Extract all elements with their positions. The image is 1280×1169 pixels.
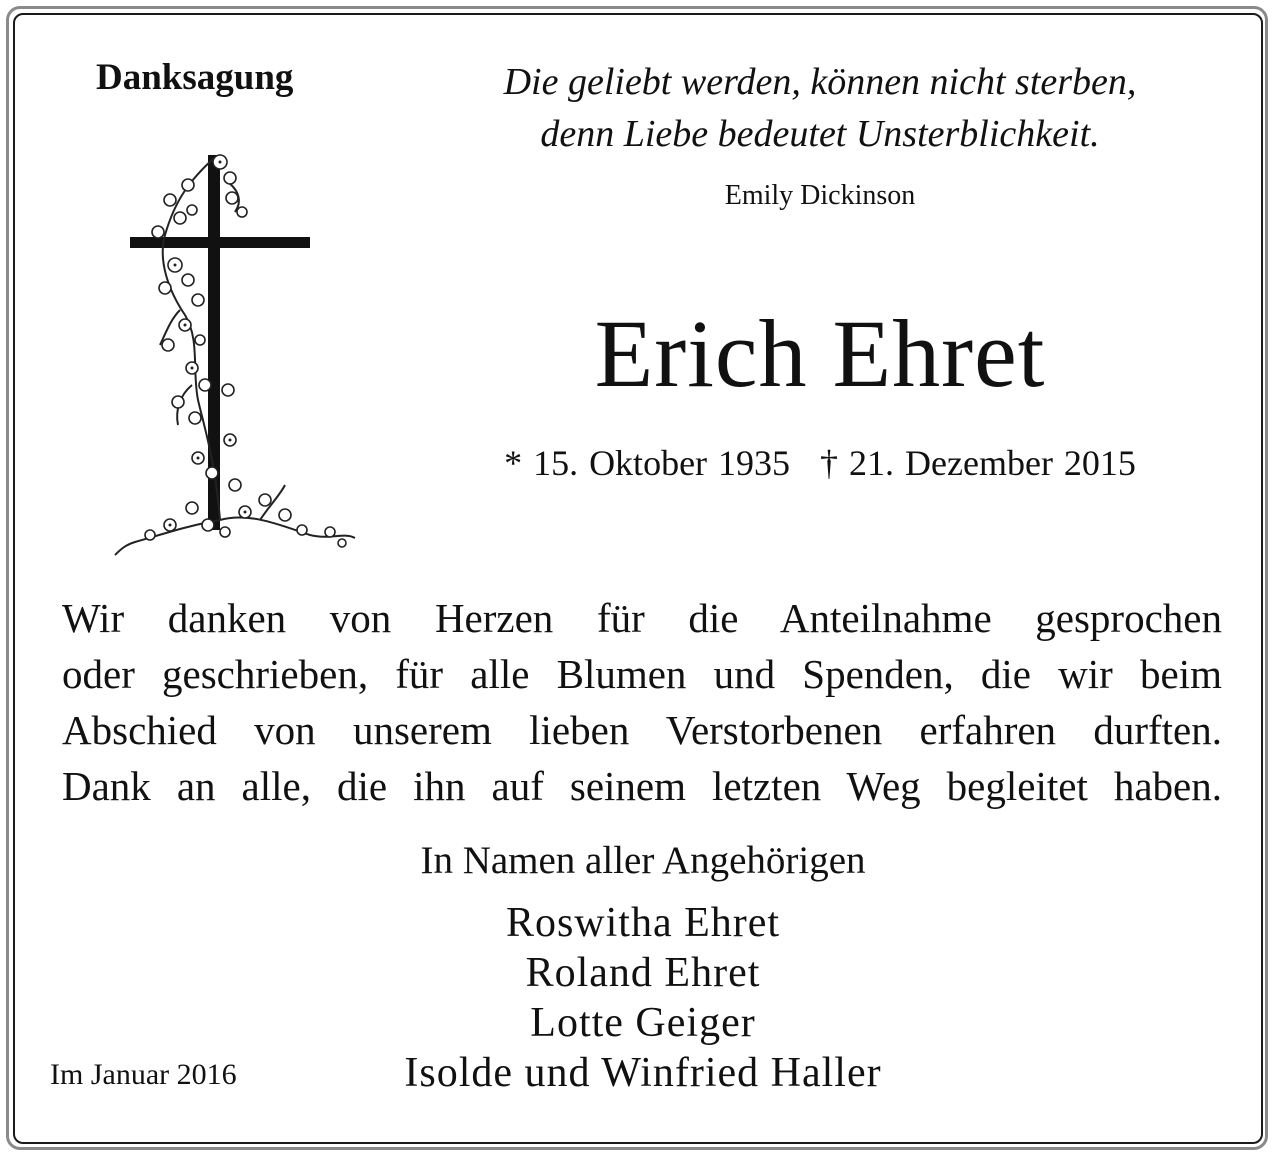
signer-name: Roswitha Ehret xyxy=(505,900,781,946)
thanks-line: Wir danken von Herzen für die Anteilnahme gesprochen xyxy=(62,595,1222,641)
deceased-name: Erich Ehret xyxy=(594,300,1046,407)
thanks-line: oder geschrieben, für alle Blumen und Spenden, die wir beim xyxy=(62,651,1222,697)
quote-line-2: denn Liebe bedeutet Unsterblichkeit. xyxy=(540,113,1100,155)
thanks-line: Dank an alle, die ihn auf seinem letzten Weg begleitet haben. xyxy=(62,763,1222,809)
quote-line-1: Die geliebt werden, können nicht sterben, xyxy=(503,61,1137,103)
signer-name: Isolde und Winfried Haller xyxy=(404,1050,882,1096)
thanks-line: Abschied von unserem lieben Verstorbenen erfahren durften. xyxy=(62,707,1222,753)
thanks-text xyxy=(62,590,1222,814)
quote-author: Emily Dickinson xyxy=(724,180,916,211)
closing-line: In Namen aller Angehörigen xyxy=(420,839,866,882)
cross-with-blossom-branch-icon xyxy=(80,140,370,565)
signer-name: Roland Ehret xyxy=(525,950,761,996)
death-date: † 21. Dezember 2015 xyxy=(820,443,1136,483)
birth-date: * 15. Oktober 1935 xyxy=(504,443,791,483)
life-dates xyxy=(440,442,1200,484)
notice-date: Im Januar 2016 xyxy=(50,1058,237,1091)
signer-name: Lotte Geiger xyxy=(530,1000,756,1046)
heading-danksagung: Danksagung xyxy=(96,57,294,98)
